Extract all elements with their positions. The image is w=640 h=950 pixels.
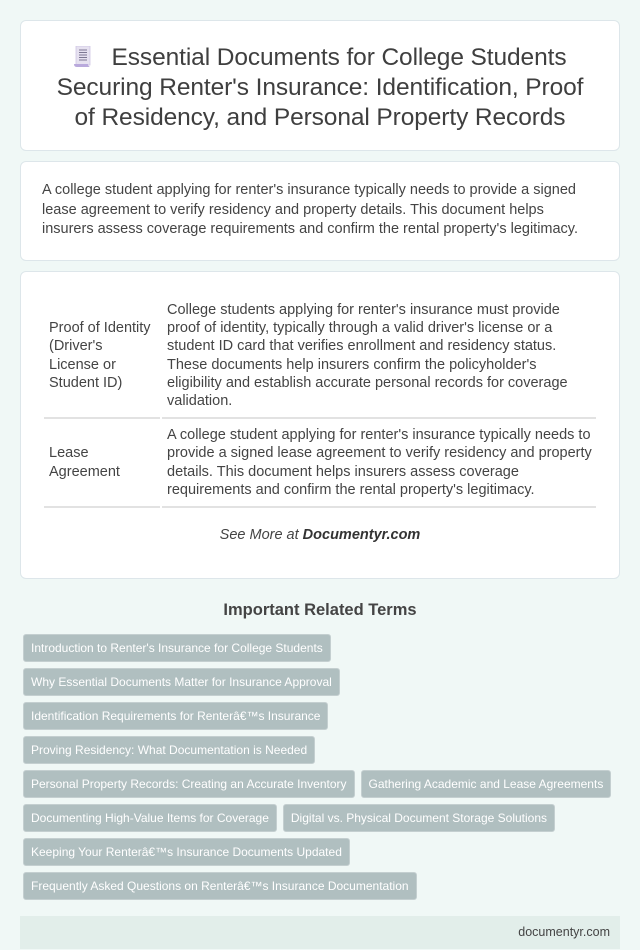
related-term-tag[interactable]: Documenting High-Value Items for Coverage bbox=[23, 804, 277, 832]
related-term-tag[interactable]: Identification Requirements for Renterâ€™s Insurance bbox=[23, 702, 328, 730]
see-more-prefix: See More at bbox=[219, 527, 303, 544]
summary-text: A college student applying for renter's insurance typically needs to provide a signed lease agreement to verify residency and property details. This document helps insurers assess coverage requirements and confirm the rental property's legitimacy. bbox=[42, 182, 579, 237]
table-row bbox=[44, 294, 596, 419]
see-more-link[interactable]: Documentyr.com bbox=[302, 527, 421, 544]
related-terms-list bbox=[20, 634, 620, 900]
related-terms-heading: Important Related Terms bbox=[223, 601, 417, 619]
footer bbox=[20, 916, 620, 949]
see-more-line bbox=[42, 527, 598, 543]
table-row bbox=[44, 419, 596, 508]
page-title bbox=[45, 43, 595, 133]
related-term-tag[interactable]: Gathering Academic and Lease Agreements bbox=[361, 770, 612, 798]
related-term-tag[interactable]: Digital vs. Physical Document Storage Solutions bbox=[283, 804, 555, 832]
documents-table bbox=[42, 294, 598, 508]
page-title-text: Essential Documents for College Students Securing Renter's Insurance: Identification, Proof of Residency, and Personal Property Records bbox=[56, 44, 584, 131]
table-row-description: College students applying for renter's insurance must provide proof of identity, typically through a valid driver's license or a student ID card that verifies enrollment and residency status. These documents help insurers confirm the policyholder's eligibility and establish accurate personal records for coverage validation. bbox=[162, 294, 596, 419]
table-row-label: Lease Agreement bbox=[44, 419, 160, 508]
related-term-tag[interactable]: Personal Property Records: Creating an Accurate Inventory bbox=[23, 770, 355, 798]
table-row-description: A college student applying for renter's insurance typically needs to provide a signed lease agreement to verify residency and property details. This document helps insurers assess coverage requirements and confirm the rental property's legitimacy. bbox=[162, 419, 596, 508]
document-scroll-icon bbox=[74, 46, 92, 68]
summary-card bbox=[20, 161, 620, 261]
related-term-tag[interactable]: Proving Residency: What Documentation is Needed bbox=[23, 736, 315, 764]
related-term-tag[interactable]: Frequently Asked Questions on Renterâ€™s Insurance Documentation bbox=[23, 872, 417, 900]
footer-site-link[interactable]: documentyr.com bbox=[518, 925, 610, 939]
related-term-tag[interactable]: Why Essential Documents Matter for Insurance Approval bbox=[23, 668, 340, 696]
related-term-tag[interactable]: Introduction to Renter's Insurance for College Students bbox=[23, 634, 331, 662]
related-term-tag[interactable]: Keeping Your Renterâ€™s Insurance Documents Updated bbox=[23, 838, 350, 866]
title-card bbox=[20, 20, 620, 151]
table-row-label: Proof of Identity (Driver's License or Student ID) bbox=[44, 294, 160, 419]
documents-table-card bbox=[20, 271, 620, 579]
